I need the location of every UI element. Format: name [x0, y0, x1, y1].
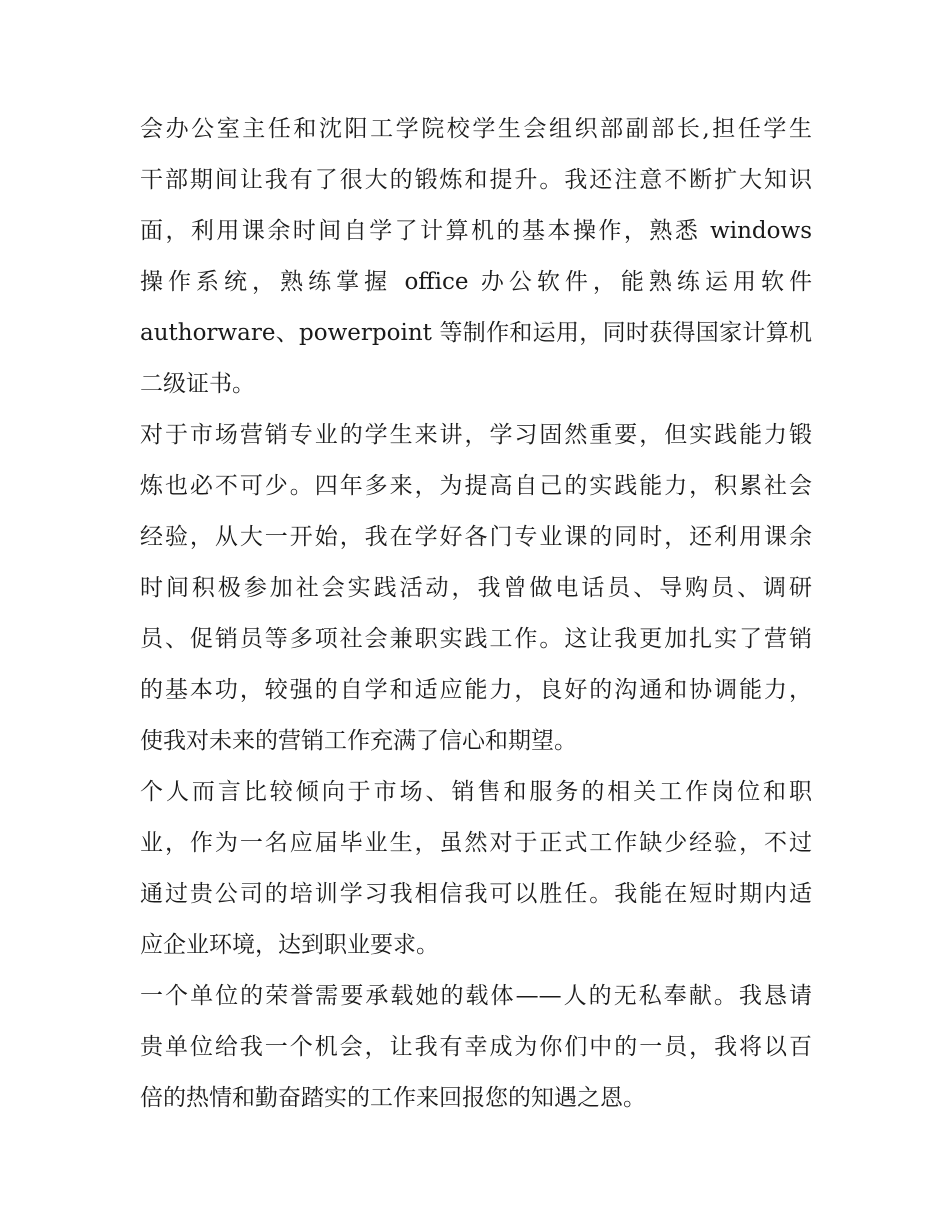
- paragraph-2: [140, 410, 812, 767]
- paragraph-line: 炼也必不可少。四年多来，为提高自己的实践能力，积累社会: [140, 473, 812, 499]
- paragraph-line: 的基本功，较强的自学和适应能力，良好的沟通和协调能力，: [140, 677, 812, 703]
- paragraph-line: 会办公室主任和沈阳工学院校学生会组织部副部长,担任学生: [140, 116, 812, 142]
- paragraph-line: 操作系统，熟练掌握 office 办公软件，能熟练运用软件: [140, 269, 812, 295]
- paragraph-line: 个人而言比较倾向于市场、销售和服务的相关工作岗位和职: [140, 779, 812, 805]
- paragraph-line: 经验，从大一开始，我在学好各门专业课的同时，还利用课余: [140, 524, 812, 550]
- paragraph-line: 通过贵公司的培训学习我相信我可以胜任。我能在短时期内适: [140, 881, 812, 907]
- paragraph-line: 二级证书。: [140, 371, 255, 397]
- paragraph-3: [140, 767, 812, 971]
- paragraph-line: 对于市场营销专业的学生来讲，学习固然重要，但实践能力锻: [140, 422, 812, 448]
- paragraph-line: authorware、powerpoint 等制作和运用，同时获得国家计算机: [140, 320, 812, 346]
- paragraph-line: 面，利用课余时间自学了计算机的基本操作，熟悉 windows: [140, 218, 812, 244]
- paragraph-line: 使我对未来的营销工作充满了信心和期望。: [140, 728, 577, 754]
- paragraph-line: 员、促销员等多项社会兼职实践工作。这让我更加扎实了营销: [140, 626, 812, 652]
- paragraph-line: 业，作为一名应届毕业生，虽然对于正式工作缺少经验，不过: [140, 830, 812, 856]
- paragraph-line: 时间积极参加社会实践活动，我曾做电话员、导购员、调研: [140, 575, 812, 601]
- paragraph-line: 倍的热情和勤奋踏实的工作来回报您的知遇之恩。: [140, 1085, 646, 1111]
- document-body: [140, 104, 812, 1124]
- paragraph-line: 应企业环境，达到职业要求。: [140, 932, 439, 958]
- paragraph-line: 贵单位给我一个机会，让我有幸成为你们中的一员，我将以百: [140, 1034, 812, 1060]
- paragraph-4: [140, 971, 812, 1124]
- paragraph-line: 干部期间让我有了很大的锻炼和提升。我还注意不断扩大知识: [140, 167, 812, 193]
- paragraph-1: [140, 104, 812, 410]
- paragraph-line: 一个单位的荣誉需要承载她的载体——人的无私奉献。我恳请: [140, 983, 812, 1009]
